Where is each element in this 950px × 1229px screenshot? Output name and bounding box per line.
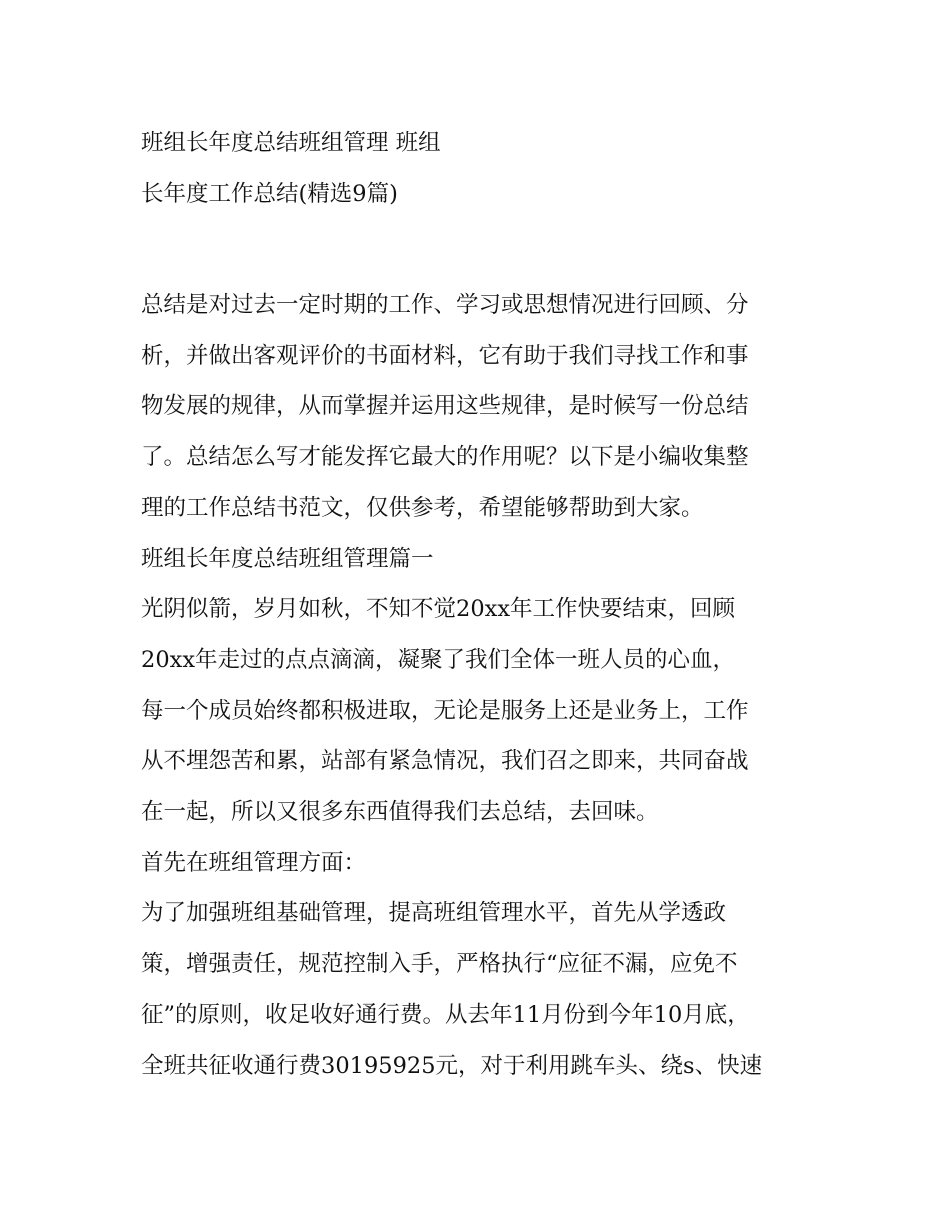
title-line-2: 长年度工作总结(精选9篇) (141, 180, 398, 207)
body-line: 在一起，所以又很多东西值得我们去总结，去回味。 (141, 799, 659, 826)
body-line: 光阴似箭，岁月如秋，不知不觉20xx年工作快要结束，回顾 (141, 596, 736, 623)
subsection-heading: 首先在班组管理方面： (141, 849, 367, 876)
body-line: 理的工作总结书范文，仅供参考，希望能够帮助到大家。 (141, 494, 704, 521)
body-line: 20xx年走过的点点滴滴，凝聚了我们全体一班人员的心血， (141, 646, 736, 673)
title-line-1: 班组长年度总结班组管理 班组 (141, 130, 441, 156)
body-line: 从不埋怨苦和累，站部有紧急情况，我们召之即来，共同奋战 (141, 748, 749, 775)
body-line: 为了加强班组基础管理，提高班组管理水平，首先从学透政 (141, 900, 727, 927)
section-heading: 班组长年度总结班组管理篇一 (141, 545, 434, 572)
body-line: 总结是对过去一定时期的工作、学习或思想情况进行回顾、分 (141, 292, 749, 318)
document-title (141, 118, 821, 219)
body-line: 征”的原则，收足收好通行费。从去年11月份到今年10月底， (141, 1001, 750, 1028)
document-body (141, 280, 821, 1091)
body-line: 了。总结怎么写才能发挥它最大的作用呢？以下是小编收集整 (141, 444, 749, 471)
body-line: 全班共征收通行费30195925元，对于利用跳车头、绕s、快速 (141, 1052, 763, 1079)
body-line: 策，增强责任，规范控制入手，严格执行“应征不漏，应免不 (141, 951, 738, 978)
body-line: 物发展的规律，从而掌握并运用这些规律，是时候写一份总结 (141, 393, 749, 420)
body-line: 每一个成员始终都积极进取，无论是服务上还是业务上，工作 (141, 697, 749, 724)
body-line: 析，并做出客观评价的书面材料，它有助于我们寻找工作和事 (141, 342, 749, 369)
